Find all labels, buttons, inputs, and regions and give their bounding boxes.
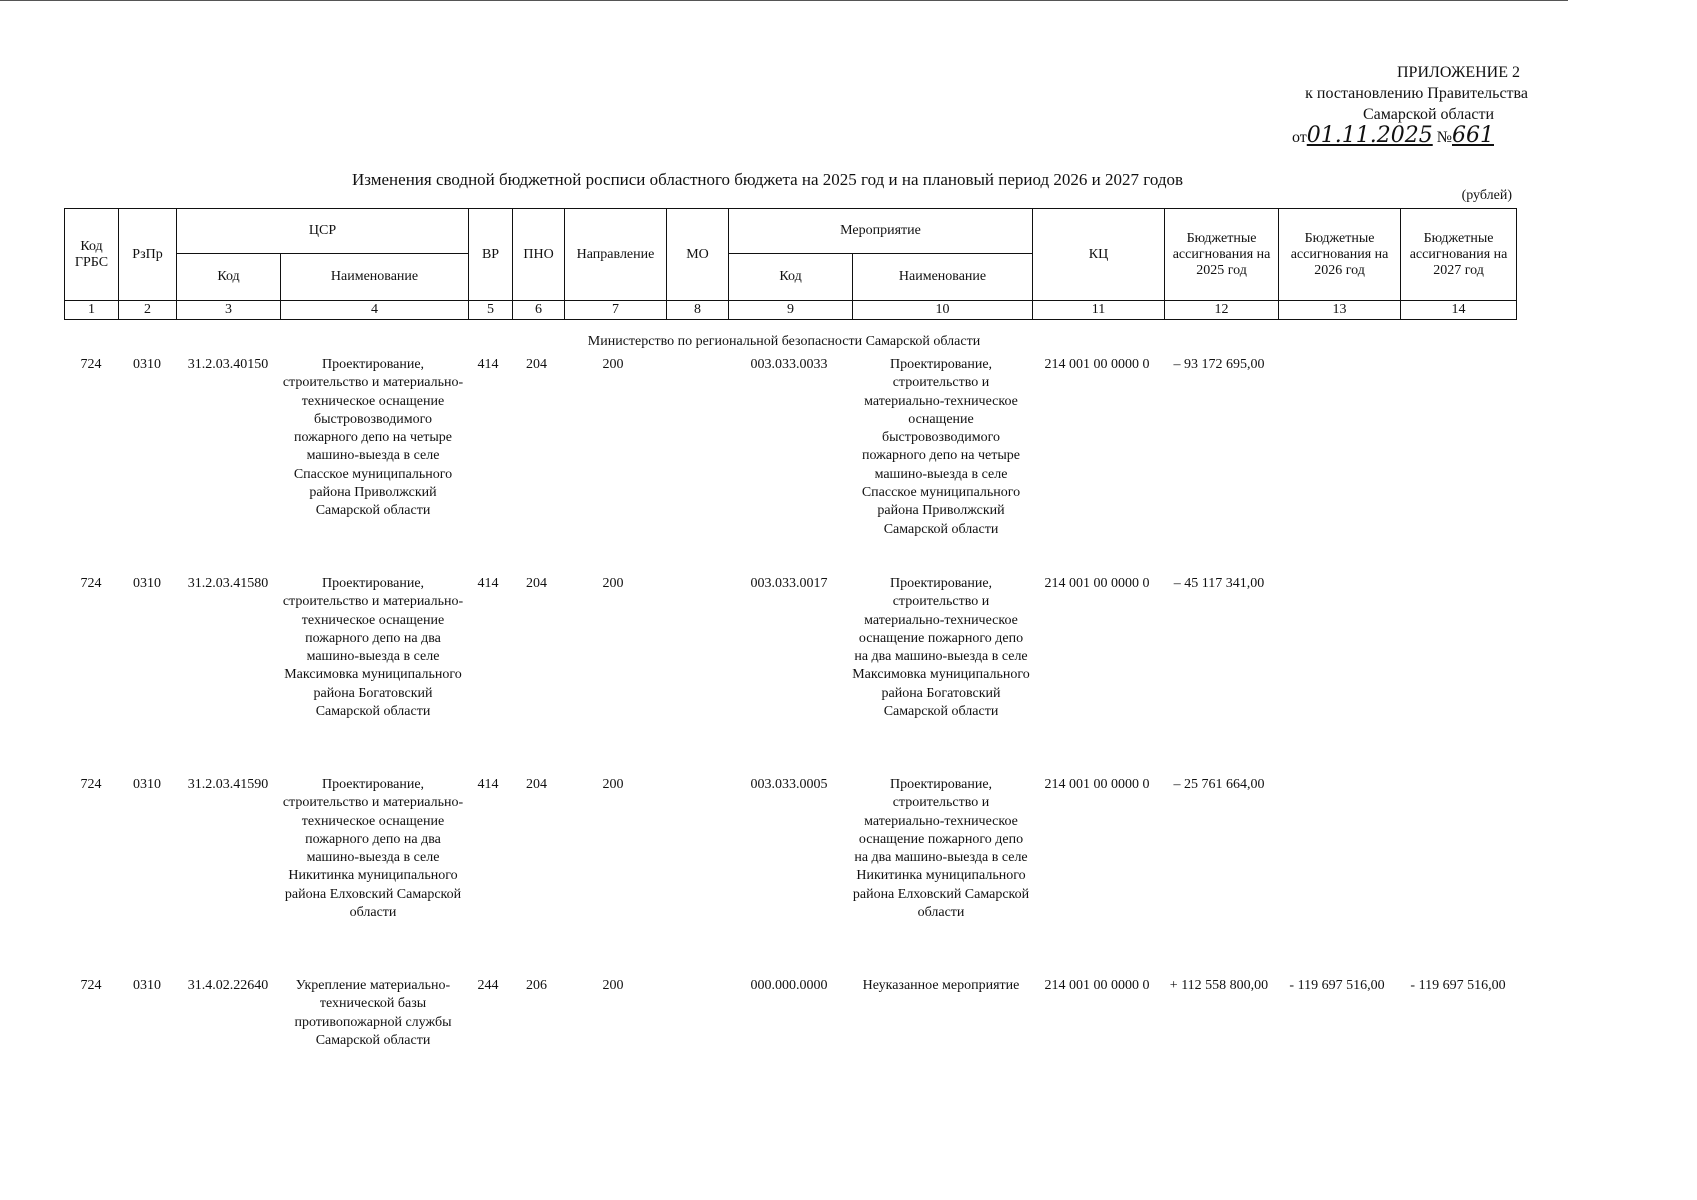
top-rule xyxy=(0,0,1568,1)
cell-vr: 414 xyxy=(477,777,499,792)
col-pno: ПНО xyxy=(513,209,565,301)
cell-event-code: 003.033.0017 xyxy=(750,576,828,591)
col-budget-2026: Бюджетные ассигнования на 2026 год xyxy=(1279,209,1401,301)
col-csr-name: Наименование xyxy=(281,254,469,301)
col-vr: ВР xyxy=(469,209,513,301)
cell-csr-name: Проектирование, строительство и материально-техническое оснащение пожарного депо на два машино-выезда в селе Максимовка муниципального района Богатовский Самарской области xyxy=(282,576,464,720)
cell-pno: 204 xyxy=(526,576,547,591)
cell-csr-code: 31.2.03.41590 xyxy=(187,777,269,792)
date-prefix: от xyxy=(1291,129,1307,146)
cell-grbs: 724 xyxy=(80,357,102,372)
cell-budget-2025: – 25 761 664,00 xyxy=(1173,777,1265,792)
cell-grbs: 724 xyxy=(80,777,102,792)
col-mo: МО xyxy=(667,209,729,301)
cell-event-code: 000.000.0000 xyxy=(750,978,828,993)
col-event: Мероприятие xyxy=(729,209,1033,254)
annex-date-line xyxy=(1292,125,1494,148)
cell-event-name: Проектирование, строительство и материально-техническое оснащение пожарного депо на два машино-выезда в селе Никитинка муниципального района Елховский Самарской области xyxy=(852,777,1030,921)
col-number: 5 xyxy=(469,301,513,320)
col-number: 2 xyxy=(119,301,177,320)
cell-rzpr: 0310 xyxy=(133,777,161,792)
col-number: 10 xyxy=(853,301,1033,320)
col-number: 14 xyxy=(1401,301,1517,320)
cell-grbs: 724 xyxy=(80,978,102,993)
annex-line-1: к постановлению Правительства xyxy=(1305,85,1528,102)
cell-direction: 200 xyxy=(602,978,624,993)
cell-csr-code: 31.4.02.22640 xyxy=(187,978,269,993)
cell-event-name: Неуказанное мероприятие xyxy=(862,978,1020,993)
annex-stamp xyxy=(1292,62,1528,148)
cell-csr-name: Укрепление материально-технической базы противопожарной службы Самарской области xyxy=(294,978,452,1048)
col-budget-2025: Бюджетные ассигнования на 2025 год xyxy=(1165,209,1279,301)
col-csr-code: Код xyxy=(177,254,281,301)
handwritten-date: 01.11.2025 xyxy=(1306,123,1433,148)
col-number: 1 xyxy=(65,301,119,320)
cell-event-code: 003.033.0005 xyxy=(750,777,828,792)
col-number: 13 xyxy=(1279,301,1401,320)
cell-vr: 244 xyxy=(477,978,499,993)
cell-csr-code: 31.2.03.41580 xyxy=(187,576,269,591)
col-kod-grbs: Код ГРБС xyxy=(65,209,119,301)
cell-rzpr: 0310 xyxy=(133,576,161,591)
col-event-name: Наименование xyxy=(853,254,1033,301)
cell-rzpr: 0310 xyxy=(133,978,161,993)
cell-event-name: Проектирование, строительство и материально-техническое оснащение быстровозводимого пожарного депо на четыре машино-выезда в селе Спасское муниципального района Приволжский Самарской области xyxy=(861,357,1021,537)
annex-line-2: Самарской области xyxy=(1363,106,1494,123)
cell-event-name: Проектирование, строительство и материально-техническое оснащение пожарного депо на два машино-выезда в селе Максимовка муниципального района Богатовский Самарской области xyxy=(852,576,1030,720)
cell-csr-name: Проектирование, строительство и материально-техническое оснащение быстровозводимого пожарного депо на четыре машино-выезда в селе Спасское муниципального района Приволжский Самарской области xyxy=(282,357,464,519)
col-number: 6 xyxy=(513,301,565,320)
ministry-heading: Министерство по региональной безопасности Самарской области xyxy=(587,334,981,349)
cell-kc: 214 001 00 0000 0 xyxy=(1044,777,1150,792)
cell-budget-2025: – 45 117 341,00 xyxy=(1173,576,1265,591)
col-number: 11 xyxy=(1033,301,1165,320)
annex-title: ПРИЛОЖЕНИЕ 2 xyxy=(1396,64,1520,81)
cell-direction: 200 xyxy=(602,777,624,792)
col-number: 9 xyxy=(729,301,853,320)
cell-csr-code: 31.2.03.40150 xyxy=(187,357,269,372)
document-title: Изменения сводной бюджетной росписи областного бюджета на 2025 год и на плановый период 2026 и 2027 годов xyxy=(352,170,1184,189)
col-number: 7 xyxy=(565,301,667,320)
cell-pno: 204 xyxy=(526,357,547,372)
cell-kc: 214 001 00 0000 0 xyxy=(1044,978,1150,993)
cell-direction: 200 xyxy=(602,576,624,591)
handwritten-number: 661 xyxy=(1452,123,1494,148)
cell-direction: 200 xyxy=(602,357,624,372)
number-prefix: № xyxy=(1436,129,1452,146)
col-rzpr: РзПр xyxy=(119,209,177,301)
cell-vr: 414 xyxy=(477,357,499,372)
cell-kc: 214 001 00 0000 0 xyxy=(1044,576,1150,591)
col-number: 3 xyxy=(177,301,281,320)
cell-budget-2027: - 119 697 516,00 xyxy=(1410,978,1506,993)
col-number: 4 xyxy=(281,301,469,320)
col-csr: ЦСР xyxy=(177,209,469,254)
cell-budget-2026: - 119 697 516,00 xyxy=(1289,978,1385,993)
col-event-code: Код xyxy=(729,254,853,301)
cell-kc: 214 001 00 0000 0 xyxy=(1044,357,1150,372)
cell-event-code: 003.033.0033 xyxy=(750,357,828,372)
cell-vr: 414 xyxy=(477,576,499,591)
col-number: 8 xyxy=(667,301,729,320)
cell-budget-2025: – 93 172 695,00 xyxy=(1173,357,1265,372)
cell-rzpr: 0310 xyxy=(133,357,161,372)
cell-csr-name: Проектирование, строительство и материально-техническое оснащение пожарного депо на два машино-выезда в селе Никитинка муниципального района Елховский Самарской области xyxy=(282,777,464,921)
cell-pno: 206 xyxy=(526,978,547,993)
table-header xyxy=(64,208,1517,320)
col-kc: КЦ xyxy=(1033,209,1165,301)
cell-pno: 204 xyxy=(526,777,547,792)
cell-budget-2025: + 112 558 800,00 xyxy=(1169,978,1269,993)
units-label: (рублей) xyxy=(1461,188,1512,203)
col-number: 12 xyxy=(1165,301,1279,320)
cell-grbs: 724 xyxy=(80,576,102,591)
col-direction: Направление xyxy=(565,209,667,301)
col-budget-2027: Бюджетные ассигнования на 2027 год xyxy=(1401,209,1517,301)
